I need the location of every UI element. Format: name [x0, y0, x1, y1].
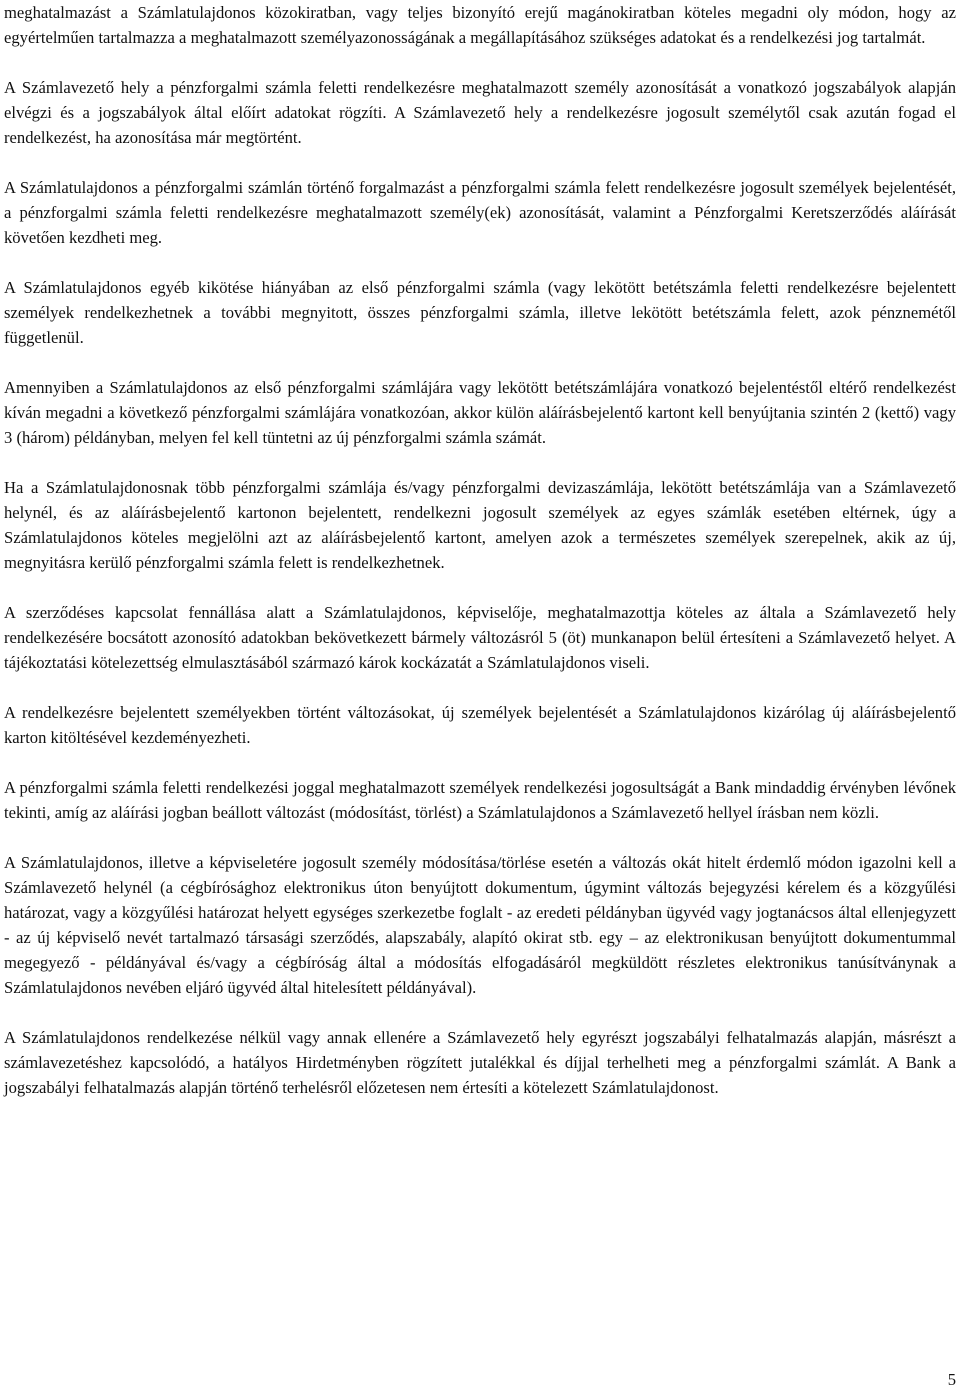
- paragraph-6: Ha a Számlatulajdonosnak több pénzforgalmi számlája és/vagy pénzforgalmi devizaszámlája, lekötött betétszámlája van a Számlavezető helynél, és az aláírásbejelentő kartonon bejelentett, rendelkezni jogosult személyek az egyes számlák esetében eltérnek, úgy a Számlatulajdonos köteles megjelölni azt az aláírásbejelentő kartont, amelyen azok a természetes személyek szerepelnek, akik az új, megnyitásra kerülő pénzforgalmi számla felett is rendelkezhetnek.: [4, 478, 956, 572]
- paragraph-5: Amennyiben a Számlatulajdonos az első pénzforgalmi számlájára vagy lekötött betétszámlájára vonatkozó bejelentéstől eltérő rendelkezést kíván megadni a következő pénzforgalmi számlájára vonatkozóan, akkor külön aláírásbejelentő kartont kell benyújtania szintén 2 (kettő) vagy 3 (három) példányban, melyen fel kell tüntetni az új pénzforgalmi számla számát.: [4, 378, 956, 447]
- paragraph-11: A Számlatulajdonos rendelkezése nélkül vagy annak ellenére a Számlavezető hely egyrészt jogszabályi felhatalmazás alapján, másrészt a számlavezetéshez kapcsolódó, a hatályos Hirdetményben rögzített jutalékkal és díjjal terhelheti meg a pénzforgalmi számlát. A Bank a jogszabályi felhatalmazás alapján történő terhelésről előzetesen nem értesíti a kötelezett Számlatulajdonost.: [4, 1028, 956, 1097]
- paragraph-3: A Számlatulajdonos a pénzforgalmi számlán történő forgalmazást a pénzforgalmi számla felett rendelkezésre jogosult személyek bejelentését, a pénzforgalmi számla feletti rendelkezésre meghatalmazott személy(ek) azonosítását, valamint a Pénzforgalmi Keretszerződés aláírását követően kezdheti meg.: [4, 178, 956, 247]
- paragraph-1: meghatalmazást a Számlatulajdonos közokiratban, vagy teljes bizonyító erejű magánokiratban köteles megadni oly módon, hogy az egyértelműen tartalmazza a meghatalmazott személyazonosságának a megállapításához szükséges adatokat és a rendelkezési jog tartalmát.: [4, 3, 956, 47]
- paragraph-2: A Számlavezető hely a pénzforgalmi számla feletti rendelkezésre meghatalmazott személy azonosítását a vonatkozó jogszabályok alapján elvégzi és a jogszabályok által előírt adatokat rögzíti. A Számlavezető hely a rendelkezésre jogosult személytől csak azután fogad el rendelkezést, ha azonosítása már megtörtént.: [4, 78, 956, 147]
- document-page: [4, 0, 956, 1125]
- page-number: 5: [947, 1370, 956, 1389]
- paragraph-10: A Számlatulajdonos, illetve a képviseletére jogosult személy módosítása/törlése esetén a változás okát hitelt érdemlő módon igazolni kell a Számlavezető helynél (a cégbírósághoz elektronikus úton benyújtott dokumentum, úgymint változás bejegyzési kérelem és a közgyűlési határozat, vagy a közgyűlési határozat helyett egységes szerkezetbe foglalt - az eredeti példányban ügyvéd vagy jogtanácsos által ellenjegyzett - az új képviselő nevét tartalmazó társasági szerződés, alapszabály, alapító okirat stb. egy – az elektronikusan benyújtott dokumentummal megegyező - példányával és/vagy a cégbíróság által a módosítás elfogadásáról megküldött részletes elektronikus tanúsítványnak a Számlatulajdonos nevében eljáró ügyvéd által hitelesített példányával).: [4, 853, 956, 997]
- paragraph-8: A rendelkezésre bejelentett személyekben történt változásokat, új személyek bejelentését a Számlatulajdonos kizárólag új aláírásbejelentő karton kitöltésével kezdeményezheti.: [4, 703, 956, 747]
- paragraph-7: A szerződéses kapcsolat fennállása alatt a Számlatulajdonos, képviselője, meghatalmazottja köteles az általa a Számlavezető hely rendelkezésére bocsátott azonosító adatokban bekövetkezett bármely változásról 5 (öt) munkanapon belül értesíteni a Számlavezető helyet. A tájékoztatási kötelezettség elmulasztásából származó károk kockázatát a Számlatulajdonos viseli.: [4, 603, 956, 672]
- paragraph-4: A Számlatulajdonos egyéb kikötése hiányában az első pénzforgalmi számla (vagy lekötött betétszámla feletti rendelkezésre bejelentett személyek rendelkezhetnek a további megnyitott, összes pénzforgalmi számla, illetve lekötött betétszámla felett, azok pénznemétől függetlenül.: [4, 278, 956, 347]
- paragraph-9: A pénzforgalmi számla feletti rendelkezési joggal meghatalmazott személyek rendelkezési jogosultságát a Bank mindaddig érvényben lévőnek tekinti, amíg az aláírási jogban beállott változást (módosítást, törlést) a Számlatulajdonos a Számlavezető hellyel írásban nem közli.: [4, 778, 956, 822]
